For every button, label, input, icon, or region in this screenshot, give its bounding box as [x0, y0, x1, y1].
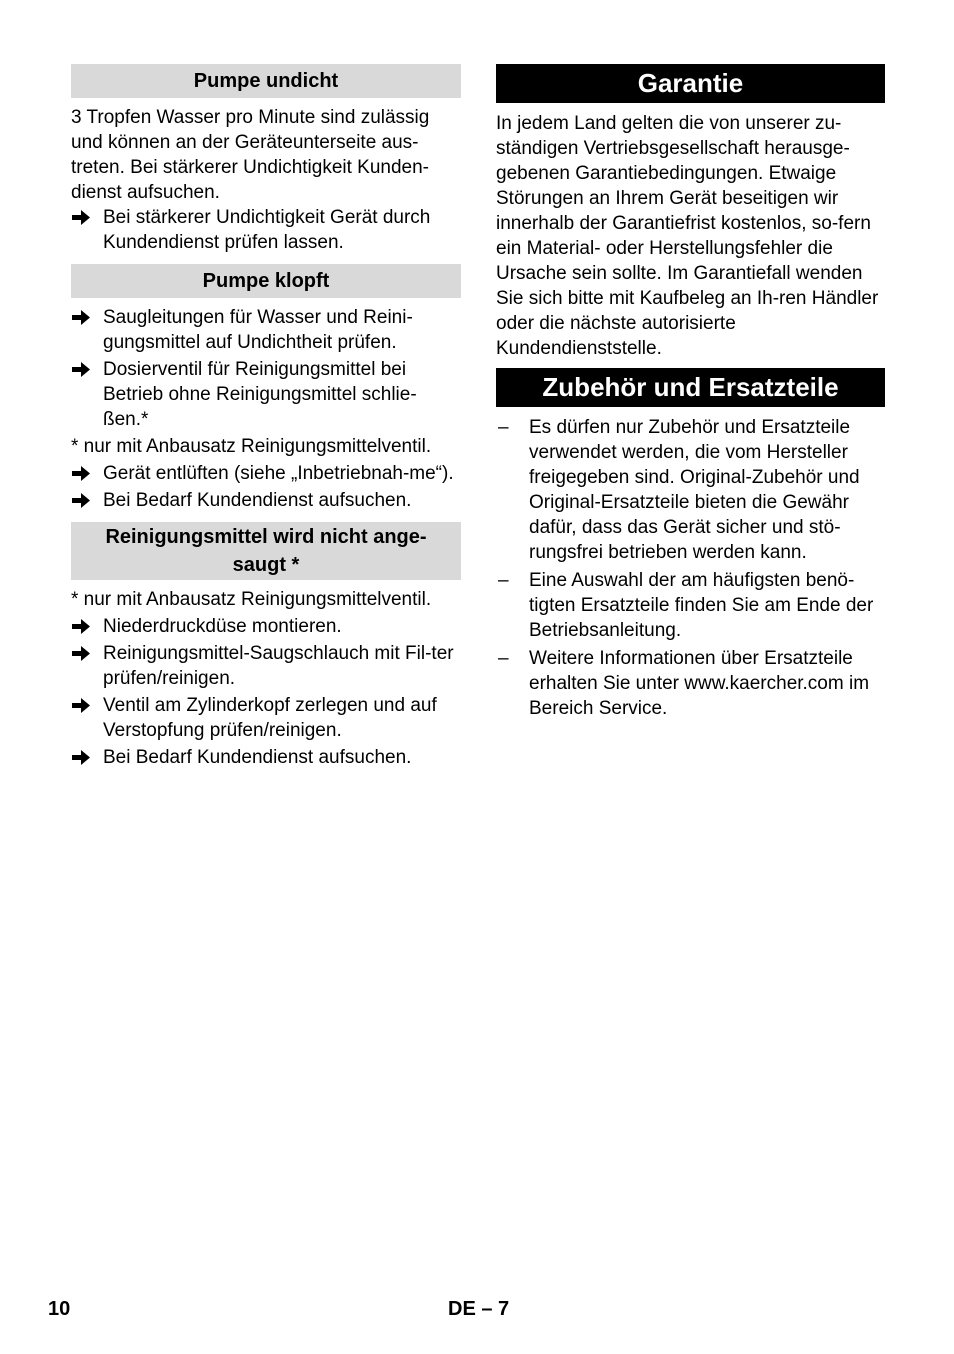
arrow-right-icon [72, 698, 90, 713]
list-item [71, 205, 461, 255]
list-item [71, 614, 461, 639]
list-item-text: Bei Bedarf Kundendienst aufsuchen. [103, 747, 412, 768]
heading-zubehoer: Zubehör und Ersatzteile [496, 368, 885, 407]
section-label: DE – 7 [448, 1298, 510, 1320]
heading-garantie: Garantie [496, 64, 885, 103]
dash-bullet-icon: – [498, 648, 509, 669]
heading-pumpe-undicht: Pumpe undicht [71, 64, 461, 98]
heading-reinigungsmittel: Reinigungsmittel wird nicht ange-saugt * [71, 522, 461, 580]
arrow-right-icon [72, 750, 90, 765]
list-item-text: Dosierventil für Reinigungsmittel bei Betrieb ohne Reinigungsmittel schlie-ßen.* [103, 359, 417, 430]
paragraph-pumpe-undicht: 3 Tropfen Wasser pro Minute sind zulässig und können an der Geräteunterseite aus-treten. Bei stärkerer Undichtigkeit Kunden-dienst aufsuchen. [71, 107, 430, 203]
arrow-right-icon [72, 646, 90, 661]
list-item-text: Reinigungsmittel-Saugschlauch mit Fil-ter prüfen/reinigen. [103, 643, 454, 689]
list-item [71, 305, 461, 355]
arrow-right-icon [72, 466, 90, 481]
list-item-text: Eine Auswahl der am häufigsten benö-tigten Ersatzteile finden Sie am Ende der Betriebsanleitung. [529, 570, 874, 641]
list-item [71, 357, 461, 432]
arrow-right-icon [72, 362, 90, 377]
arrow-right-icon [72, 493, 90, 508]
arrow-right-icon [72, 310, 90, 325]
arrow-right-icon [72, 619, 90, 634]
list-item-text: Niederdruckdüse montieren. [103, 616, 342, 637]
list-item-text: Weitere Informationen über Ersatzteile erhalten Sie unter www.kaercher.com im Bereich Service. [529, 648, 870, 719]
list-item-text: Bei stärkerer Undichtigkeit Gerät durch Kundendienst prüfen lassen. [103, 207, 431, 253]
list-item [71, 488, 461, 513]
paragraph-garantie: In jedem Land gelten die von unserer zu-ständigen Vertriebsgesellschaft herausge-gebenen Garantiebedingungen. Etwaige Störungen an Ihrem Gerät beseitigen wir innerhalb der Garantiefrist kostenlos, so-fern ein Material- oder Herstellungsfehler die Ursache sein sollte. Im Garantiefall wenden Sie sich bitte mit Kaufbeleg an Ih-ren Händler oder die nächste autorisierte Kundendienststelle. [496, 113, 879, 359]
list-item-text: Es dürfen nur Zubehör und Ersatzteile verwendet werden, die vom Hersteller freigegeben sind. Original-Zubehör und Original-Ersatzteile bieten die Gewähr dafür, dass das Gerät sicher und stö-rungsfrei betrieben werden kann. [529, 417, 860, 563]
right-column [496, 64, 885, 724]
list-item-text: Saugleitungen für Wasser und Reini-gungsmittel auf Undichtheit prüfen. [103, 307, 413, 353]
footnote: * nur mit Anbausatz Reinigungsmittelventil. [71, 436, 432, 457]
dash-bullet-icon: – [498, 570, 509, 591]
list-item-text: Bei Bedarf Kundendienst aufsuchen. [103, 490, 412, 511]
list-item [496, 415, 885, 565]
list-item [496, 568, 885, 643]
footnote: * nur mit Anbausatz Reinigungsmittelventil. [71, 589, 432, 610]
arrow-right-icon [72, 210, 90, 225]
page-number: 10 [48, 1298, 71, 1320]
list-item-text: Ventil am Zylinderkopf zerlegen und auf Verstopfung prüfen/reinigen. [103, 695, 437, 741]
list-item [71, 641, 461, 691]
list-item [496, 646, 885, 721]
list-item-text: Gerät entlüften (siehe „Inbetriebnah-me“). [103, 463, 454, 484]
list-item [71, 745, 461, 770]
dash-bullet-icon: – [498, 417, 509, 438]
list-item [71, 693, 461, 743]
list-item [71, 461, 461, 486]
left-column [71, 64, 461, 772]
heading-pumpe-klopft: Pumpe klopft [71, 264, 461, 298]
